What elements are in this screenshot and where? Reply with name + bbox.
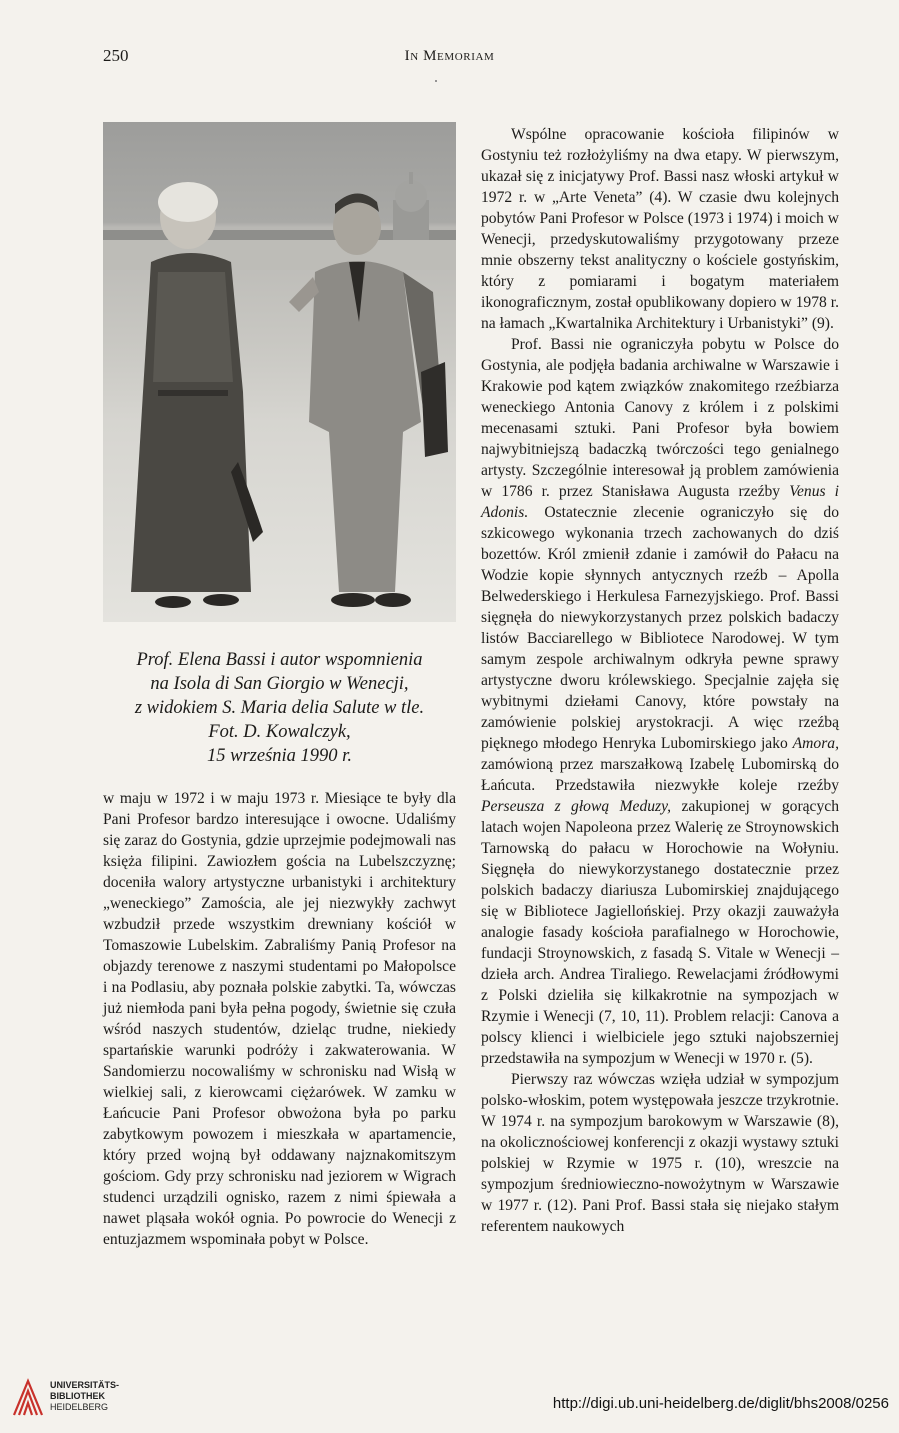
text-run: zamówioną przez marszałkową Izabelę Lubomirską do Łańcuta. Przedstawiła niezwykłe koleje rzeźby xyxy=(481,756,839,794)
page-number: 250 xyxy=(103,46,129,65)
library-logo-icon xyxy=(10,1377,46,1417)
logo-text-line: BIBLIOTHEK xyxy=(50,1391,105,1401)
caption-line: Prof. Elena Bassi i autor wspomnienia xyxy=(136,650,423,670)
body-paragraph: w maju w 1972 i w maju 1973 r. Miesiące te były dla Pani Profesor bardzo interesujące i owocne. Udaliśmy się zaraz do Gostynia, gdzie uprzejmie podejmowali nas księża filipini. Zawiozłem gościa na Lubelszczyznę; doceniła walory artystyczne urbanistyki i architektury „weneckiego” Zamościa, ale jej niezwykły zachwyt wzbudził przede wszystkim drewniany kościół w Tomaszowie Lubelskim. Zabraliśmy Panią Profesor na objazdy terenowe z naszymi studentami po Małopolsce i na Podlasiu, aby poznała polskie zabytki. Ta, wówczas już niemłoda pani była pełna pogody, świetnie się czuła wśród naszych studentów, dzieląc trudne, niekiedy spartańskie warunki podróży i zakwaterowania. W Sandomierzu nocowaliśmy w schronisku nad Wisłą w wielkiej sali, z kierowcami ciężarówek. W zamku w Łańcucie Pani Profesor obwożona była po parku zabytkowym powozem i mieszkała w apartamencie, który przed wojną był oddawany najznakomitszym gościom. Gdy przy schronisku nad jeziorem w Wigrach studenci urządzili ognisko, razem z nimi śpiewała a nawet pląsała wokół ognia. Po powrocie do Wenecji z entuzjazmem wspominała pobyt w Polsce. xyxy=(103,790,456,1248)
caption-line: 15 września 1990 r. xyxy=(207,746,352,766)
photograph xyxy=(103,122,456,622)
source-url-link[interactable]: http://digi.ub.uni-heidelberg.de/diglit/bhs2008/0256 xyxy=(552,1395,889,1412)
artwork-title: Perseusza z głową Meduzy, xyxy=(481,798,672,815)
speck xyxy=(435,80,437,82)
library-logo xyxy=(10,1377,135,1419)
text-run: zakupionej w gorących latach wojen Napoleona przez Walerię ze Stroynowskich Tarnowską do pałacu w Horochowie na Wołyniu. Sięgnęła do niewykorzystanego dostatecznie przez polskich badaczy diariusza Lubomirskiej znajdującego się w Bibliotece Jagiellońskiej. Przy okazji zauważyła analogie fasady kościoła parafialnego w Horochowie, fundacji Stroynowskich, z fasadą S. Vitale w Wenecji – dzieła arch. Andrea Tiraliego. Rewelacjami źródłowymi z Polski dzieliła się kilkakrotnie na sympozjach w Rzymie i Wenecji (7, 10, 11). Problem relacji: Canova a polscy klienci i wielbiciele jego sztuki najobszerniej przedstawiła na sympozjum w Wenecji w 1970 r. (5). xyxy=(481,798,839,1067)
logo-text-line: HEIDELBERG xyxy=(50,1402,109,1412)
caption-line: na Isola di San Giorgio w Wenecji, xyxy=(150,674,409,694)
logo-text-line: UNIVERSITÄTS- xyxy=(50,1380,120,1390)
text-run: Ostatecznie zlecenie ograniczyło się do szkicowego wykonania trzech zachowanych do dziś bozettów. Król zmienił zdanie i zamówił do Pałacu na Wodzie kopie słynnych antycznych rzeźb – Apolla Belwederskiego i Herkulesa Farnezyjskiego. Prof. Bassi sięgnęła do niewykorzystanych przez polskich badaczy listów Bacciarellego w Bibliotece Narodowej. W tym samym zespole archiwalnym odkryła pewne sprawy artystyczne dworu królewskiego. Specjalnie zajęła się wybitnymi dziełami Canovy, które powstały na zamówienie polskiej arystokracji. A więc rzeźbą pięknego młodego Henryka Lubomirskiego jako xyxy=(481,504,839,752)
artwork-title: Amora, xyxy=(792,735,839,752)
right-column xyxy=(481,124,839,1237)
artwork-title: Venus i Adonis. xyxy=(481,483,839,521)
text-run: Prof. Bassi nie ograniczyła pobytu w Polsce do Gostynia, ale podjęła badania archiwalne w Warszawie i Krakowie pod kątem związków znakomitego rzeźbiarza weneckiego Antonia Canovy z królem i z polskimi mecenasami sztuki. Pani Profesor była bowiem najwybitniejszą badaczką twórczości tego genialnego artysty. Szczególnie interesował ją problem zamówienia w 1786 r. przez Stanisława Augusta rzeźby xyxy=(481,336,839,500)
caption-line: Fot. D. Kowalczyk, xyxy=(208,722,351,742)
body-paragraph: Wspólne opracowanie kościoła filipinów w Gostyniu też rozłożyliśmy na dwa etapy. W pierwszym, ukazał się z inicjatywy Prof. Bassi nasz włoski artykuł w 1972 r. w „Arte Veneta” (4). W czasie dwu kolejnych pobytów Pani Profesor w Polsce (1973 i 1974) i moich w Wenecji, przedyskutowaliśmy przygotowany przeze mnie obszerny tekst analityczny o kościele gostyńskim, który z pomiarami i bogatym materiałem ikonograficznym, został opublikowany dopiero w 1978 r. na łamach „Kwartalnika Architektury i Urbanistyki” (9). xyxy=(481,126,839,332)
photograph-two-people-venice-icon xyxy=(103,122,456,622)
running-head: In Memoriam xyxy=(404,48,495,64)
caption-line: z widokiem S. Maria delia Salute w tle. xyxy=(134,698,425,718)
body-paragraph: Pierwszy raz wówczas wzięła udział w sympozjum polsko-włoskim, potem występowała jeszcze trzykrotnie. W 1974 r. na sympozjum barokowym w Warszawie (8), na okolicznościowej konferencji z okazji wystawy sztuki polskiej w Rzymie w 1975 r. (10), wreszcie na sympozjum średniowieczno-nowożytnym w Warszawie w 1977 r. (12). Pani Prof. Bassi stała się niejako stałym referentem naukowych xyxy=(481,1071,839,1235)
left-column xyxy=(103,788,456,1250)
photo-caption xyxy=(103,648,456,768)
body-paragraph xyxy=(481,334,839,1069)
